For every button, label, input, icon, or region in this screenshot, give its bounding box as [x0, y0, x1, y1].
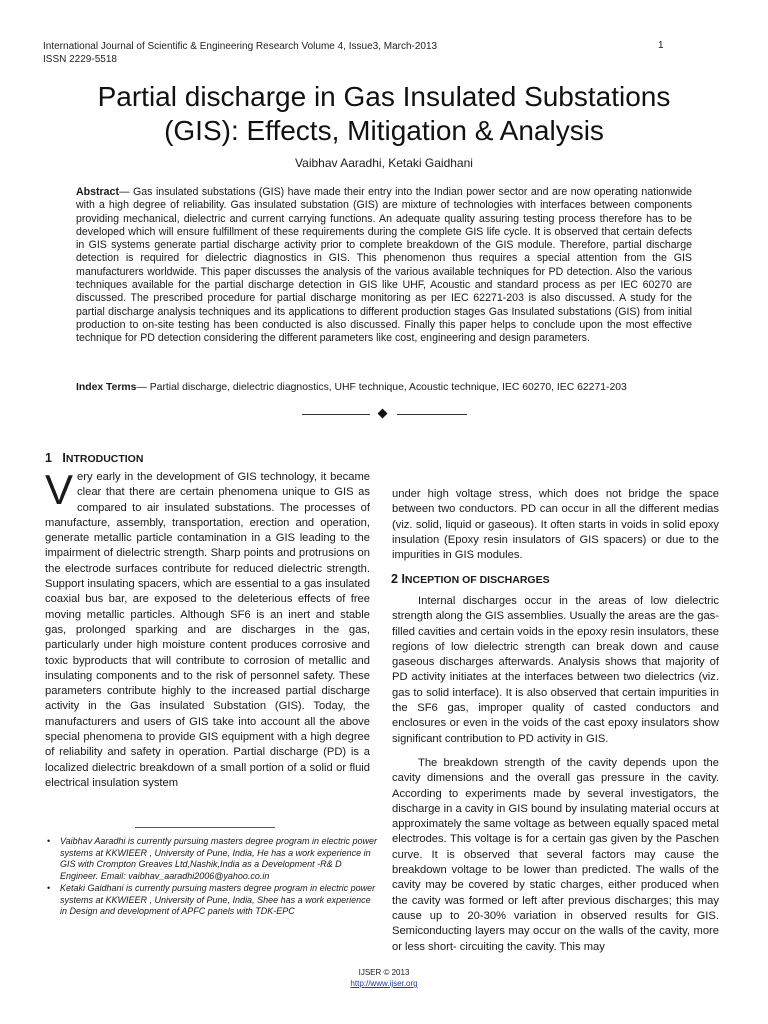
- section-2-title-rest: NCEPTION OF DISCHARGES: [404, 574, 550, 586]
- page-number: 1: [658, 40, 664, 51]
- section-1-number: 1: [45, 451, 52, 465]
- section-divider: [0, 405, 768, 423]
- issn-line: ISSN 2229-5518: [43, 54, 117, 65]
- title-line-1: Partial discharge in Gas Insulated Substations: [97, 81, 671, 112]
- column-2-intro: under high voltage stress, which does not bridge the space between two conductors. PD can occur in all the different medias (viz. solid, liquid or gaseous). It often starts in voids in solid epoxy insulation (Epoxy resin insulators of GIS spacers) or due to the impurities in GIS modules.: [392, 488, 719, 562]
- diamond-icon: [378, 409, 388, 419]
- footnote-2: [47, 883, 377, 918]
- footnote-rule: [135, 827, 275, 828]
- section-1-title-rest: NTRODUCTION: [65, 453, 144, 465]
- bullet-icon: •: [47, 883, 51, 893]
- footnote-1: [47, 836, 377, 882]
- journal-link[interactable]: http://www.ijser.org: [350, 979, 418, 988]
- journal-header: [43, 40, 437, 66]
- title-line-2: (GIS): Effects, Mitigation & Analysis: [164, 115, 604, 146]
- divider-line-right: [397, 414, 467, 415]
- section-2-paragraph-2: The breakdown strength of the cavity depends upon the cavity dimensions and the overall gas pressure in the cavity. According to experiments made by several investigators, the discharge in a cavity in GIS bound by insulating material occurs at approximately the same voltage as between equally spaced metal electrodes. This voltage is for a certain gas given by the Paschen curve. It is observed that several factors may cause the breakdown voltage to be lower than predicted. The walls of the cavity may be covered by static charges, either produced when the cavity was formed or left after previous discharges; this may cause up to 20-30% variation in observed results for GIS. Semiconducting layers may occur on the walls of the cavity, more or less short- circuiting the cavity. This may: [392, 757, 719, 953]
- section-2-number: 2: [391, 572, 398, 586]
- section-1-text: ery early in the development of GIS technology, it became clear that there are certain phenomena unique to GIS as compared to air insulated substations. The processes of manufacture, assembly, transportation, erection and operation, generate metallic particle contamination in a GIS leading to the impairment of dielectric strength. Sharp points and protrusions on the electrode surfaces contribute for reduced dielectric strength. Support insulating spacers, which are essential to a gas insulated coaxial bus bar, are exposed to the deleterious effects of free moving metallic particles. Although SF6 is an inert and stable gas, prolonged sparking and are discharges in the gas, particularly under high moisture content produces corrosive and toxic byproducts that will contribute to corrosion of metallic and insulating components and to the risk of personnel safety. These parameters contribute highly to the increased partial discharge activity in the Gas insulated Substation (GIS). Today, the manufacturers and users of GIS take into account all the above special phenomena to provide GIS equipment with a high degree of reliability and safety in operation. Partial discharge (PD) is a localized dielectric breakdown of a small portion of a solid or fluid electrical insulation system: [45, 471, 370, 789]
- copyright: IJSER © 2013: [358, 968, 410, 977]
- section-2-title-cap: I: [401, 572, 405, 586]
- section-1-body: [45, 466, 370, 791]
- abstract: [76, 186, 692, 346]
- abstract-label: Abstract: [76, 186, 119, 198]
- divider-line-left: [302, 414, 370, 415]
- page-footer: [0, 967, 768, 989]
- section-2-paragraph-1: Internal discharges occur in the areas of low dielectric strength along the GIS assemblies. Usually the areas are the gas-filled cavities and certain voids in the epoxy resin insulators, these regions of low dielectric strength can break down and cause gaseous discharges afterwards. Analysis shows that majority of PD activity initiates at the interfaces between two dielectrics (viz. gas to solid interface). It is also observed that certain impurities in the SF6 gas, improper quality of casted conductors and enclosures or even in the voids of the cast epoxy insulators show significant contribution to PD activity in GIS.: [392, 595, 719, 745]
- bullet-icon: •: [47, 836, 51, 846]
- section-1-heading: [45, 451, 143, 465]
- footnote-2-text: Ketaki Gaidhani is currently pursuing masters degree program in electric power systems at KKWIEER , University of Pune, India, Shee has a work experience in Design and development of APFC panels with TDK-EPC: [60, 883, 376, 916]
- index-terms: [76, 381, 692, 394]
- drop-cap: V: [45, 466, 74, 513]
- abstract-text: — Gas insulated substations (GIS) have made their entry into the Indian power sector and are now operating nationwide with a high degree of reliability. Gas insulated substation (GIS) are mixture of technologies with interfaces between components providing mechanical, dielectric and current carrying functions. An adequate quality assuring testing process therefore has to be developed which will ensure fulfillment of these requirements during the complete GIS life cycle. It is observed that certain defects in GIS systems generate partial discharge activity prior to complete breakdown of the GIS module. Therefore, partial discharge detection is required for dielectric diagnostics in GIS. This phenomenon thus requires a special attention from the GIS manufacturers worldwide. This paper discusses the analysis of the various available techniques for PD detection. Also the various techniques available for the partial discharge detection in GIS like UHF, Acoustic and standard process as per IEC 60270 are discussed. The prescribed procedure for partial discharge monitoring as per IEC 62271-203 is also discussed. A study for the partial discharge analysis techniques and its applications to different production stages Gas Insulated substations (GIS) from initial production to on-site testing has been conducted is also discussed. Finally this paper helps to conclude upon the most effective technique for PD detection considering the different parameters like cost, engineering and design parameters.: [76, 186, 692, 345]
- section-1-title-cap: I: [62, 451, 66, 465]
- paper-title: [40, 80, 728, 148]
- index-terms-text: — Partial discharge, dielectric diagnostics, UHF technique, Acoustic technique, IEC 60270, IEC 62271-203: [136, 382, 627, 393]
- authors: Vaibhav Aaradhi, Ketaki Gaidhani: [295, 156, 473, 170]
- section-2-heading: [391, 572, 550, 586]
- footnote-1-text: Vaibhav Aaradhi is currently pursuing masters degree program in electric power systems at KKWIEER , University of Pune, India, He has a work experience in GIS with Crompton Greaves Ltd,Nashik,India as a Development -R& D Engineer. Email: vaibhav_aaradhi2006@yahoo.co.in: [60, 836, 377, 881]
- index-terms-label: Index Terms: [76, 382, 137, 393]
- journal-line: International Journal of Scientific & Engineering Research Volume 4, Issue3, March-2013: [43, 41, 438, 52]
